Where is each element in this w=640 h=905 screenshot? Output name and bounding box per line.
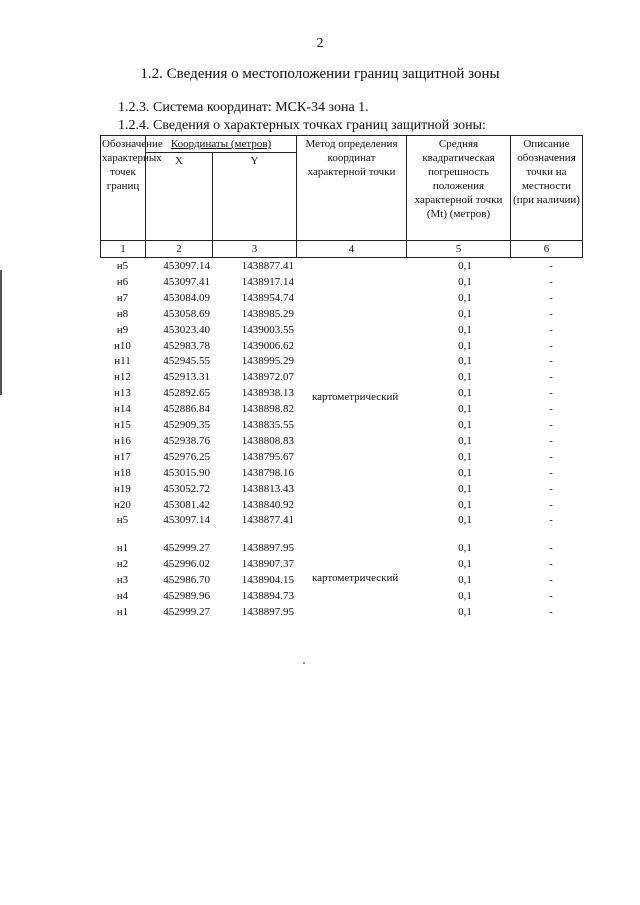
point-id: н19 bbox=[114, 482, 131, 495]
coord-x: 452999.27 bbox=[163, 542, 210, 554]
point-id: н17 bbox=[114, 450, 131, 463]
header-x: X bbox=[146, 153, 213, 241]
table-row bbox=[100, 498, 582, 513]
table-row bbox=[100, 259, 582, 274]
table-row bbox=[100, 370, 582, 385]
point-id: н3 bbox=[116, 573, 129, 586]
coord-x: 453015.90 bbox=[163, 466, 210, 479]
coord-y: 1438897.95 bbox=[241, 605, 294, 618]
accuracy-value: 0,1 bbox=[458, 605, 472, 618]
description-value: - bbox=[549, 514, 553, 527]
coord-x: 452986.70 bbox=[163, 573, 210, 586]
coord-x: 452892.65 bbox=[163, 387, 210, 400]
table-row bbox=[100, 557, 582, 572]
coord-x: 452909.35 bbox=[163, 419, 210, 431]
description-value: - bbox=[549, 589, 553, 602]
point-id: н16 bbox=[114, 434, 131, 447]
description-value: - bbox=[549, 355, 553, 368]
scan-edge-mark bbox=[0, 270, 2, 395]
points-info-line: 1.2.4. Сведения о характерных точках границ защитной зоны: bbox=[118, 118, 486, 133]
coord-y: 1438985.29 bbox=[241, 307, 294, 320]
header-accuracy: Средняя квадратическая погрешность положения характерной точки (Mt) (метров) bbox=[407, 136, 511, 241]
section-title: 1.2. Сведения о местоположении границ защитной зоны bbox=[140, 66, 500, 82]
point-id: н9 bbox=[116, 323, 129, 336]
table-row bbox=[100, 323, 582, 338]
coord-y: 1438795.67 bbox=[241, 450, 294, 463]
table-row bbox=[100, 589, 582, 604]
point-id: н8 bbox=[116, 307, 129, 320]
coord-x: 452996.02 bbox=[163, 557, 210, 570]
accuracy-value: 0,1 bbox=[458, 371, 472, 384]
point-id: н18 bbox=[114, 466, 131, 479]
coord-y: 1438877.41 bbox=[241, 260, 294, 272]
description-value: - bbox=[549, 275, 553, 288]
coord-x: 453097.14 bbox=[163, 514, 210, 527]
coord-x: 452999.27 bbox=[163, 605, 210, 618]
accuracy-value: 0,1 bbox=[458, 419, 472, 431]
description-value: - bbox=[549, 403, 553, 416]
description-value: - bbox=[549, 482, 553, 495]
description-value: - bbox=[549, 291, 553, 304]
accuracy-value: 0,1 bbox=[458, 450, 472, 463]
description-value: - bbox=[549, 434, 553, 447]
header-description: Описание обозначения точки на местности (при наличии) bbox=[511, 136, 583, 241]
point-id: н14 bbox=[114, 403, 131, 416]
table-row bbox=[100, 291, 582, 306]
accuracy-value: 0,1 bbox=[458, 589, 472, 602]
coord-x: 453097.14 bbox=[163, 260, 210, 272]
table-row bbox=[100, 541, 582, 556]
coord-x: 453081.42 bbox=[163, 498, 210, 511]
description-value: - bbox=[549, 466, 553, 479]
header-num-5: 5 bbox=[407, 241, 511, 258]
coord-x: 452989.96 bbox=[163, 589, 210, 602]
point-id: н12 bbox=[114, 371, 131, 384]
coord-y: 1439006.62 bbox=[241, 339, 294, 352]
coord-x: 453058.69 bbox=[163, 307, 210, 320]
point-id: н2 bbox=[116, 557, 129, 570]
method-value-group-1: картометрический bbox=[312, 391, 399, 403]
point-id: н5 bbox=[116, 514, 129, 527]
header-num-1: 1 bbox=[101, 241, 146, 258]
coord-y: 1438798.16 bbox=[241, 466, 294, 479]
header-num-3: 3 bbox=[213, 241, 297, 258]
table-row bbox=[100, 605, 582, 620]
accuracy-value: 0,1 bbox=[458, 323, 472, 336]
coord-x: 452983.78 bbox=[163, 339, 210, 352]
header-y: Y bbox=[213, 153, 297, 241]
header-method: Метод определения координат характерной точки bbox=[297, 136, 407, 241]
header-num-2: 2 bbox=[146, 241, 213, 258]
accuracy-value: 0,1 bbox=[458, 466, 472, 479]
coord-y: 1438835.55 bbox=[241, 419, 294, 431]
point-id: н1 bbox=[116, 542, 129, 554]
accuracy-value: 0,1 bbox=[458, 434, 472, 447]
point-id: н5 bbox=[116, 260, 129, 272]
point-id: н20 bbox=[114, 498, 131, 511]
point-id: н11 bbox=[114, 355, 131, 368]
accuracy-value: 0,1 bbox=[458, 355, 472, 368]
accuracy-value: 0,1 bbox=[458, 339, 472, 352]
table-row bbox=[100, 418, 582, 433]
coord-y: 1438954.74 bbox=[241, 291, 294, 304]
description-value: - bbox=[549, 498, 553, 511]
coord-x: 453097.41 bbox=[163, 275, 210, 288]
coord-x: 452913.31 bbox=[163, 371, 210, 384]
point-id: н1 bbox=[116, 605, 129, 618]
coord-y: 1438898.82 bbox=[241, 403, 294, 416]
point-id: н15 bbox=[114, 419, 131, 431]
description-value: - bbox=[549, 419, 553, 431]
table-row bbox=[100, 482, 582, 497]
header-point-designation: Обозначение характерных точек границ bbox=[101, 136, 146, 241]
coord-y: 1438917.14 bbox=[241, 275, 294, 288]
description-value: - bbox=[549, 387, 553, 400]
accuracy-value: 0,1 bbox=[458, 307, 472, 320]
description-value: - bbox=[549, 573, 553, 586]
point-id: н4 bbox=[116, 589, 129, 602]
coordinate-system-line: 1.2.3. Система координат: МСК-34 зона 1. bbox=[118, 100, 369, 115]
point-id: н13 bbox=[114, 387, 131, 400]
accuracy-value: 0,1 bbox=[458, 482, 472, 495]
table-row bbox=[100, 354, 582, 369]
coord-y: 1438840.92 bbox=[241, 498, 294, 511]
description-value: - bbox=[549, 371, 553, 384]
coord-y: 1438808.83 bbox=[241, 434, 294, 447]
accuracy-value: 0,1 bbox=[458, 403, 472, 416]
coord-y: 1439003.55 bbox=[241, 323, 294, 336]
header-num-4: 4 bbox=[297, 241, 407, 258]
coord-x: 452886.84 bbox=[163, 403, 210, 416]
coord-x: 452938.76 bbox=[163, 434, 210, 447]
coord-y: 1438813.43 bbox=[241, 482, 294, 495]
table-row bbox=[100, 434, 582, 449]
accuracy-value: 0,1 bbox=[458, 291, 472, 304]
description-value: - bbox=[549, 339, 553, 352]
coord-y: 1438897.95 bbox=[241, 542, 294, 554]
coord-y: 1438938.13 bbox=[241, 387, 294, 400]
coord-x: 452976.25 bbox=[163, 450, 210, 463]
accuracy-value: 0,1 bbox=[458, 514, 472, 527]
point-id: н7 bbox=[116, 291, 129, 304]
page-number: 2 bbox=[316, 36, 324, 51]
coord-y: 1438904.15 bbox=[241, 573, 294, 586]
table-row bbox=[100, 402, 582, 417]
table-row bbox=[100, 466, 582, 481]
description-value: - bbox=[549, 450, 553, 463]
table-row bbox=[100, 275, 582, 290]
coord-y: 1438995.29 bbox=[241, 355, 294, 368]
description-value: - bbox=[549, 260, 553, 272]
accuracy-value: 0,1 bbox=[458, 260, 472, 272]
point-id: н6 bbox=[116, 275, 129, 288]
points-table-header bbox=[100, 135, 583, 258]
coord-y: 1438894.73 bbox=[241, 589, 294, 602]
description-value: - bbox=[549, 542, 553, 554]
accuracy-value: 0,1 bbox=[458, 573, 472, 586]
description-value: - bbox=[549, 307, 553, 320]
method-value-group-2: картометрический bbox=[312, 572, 399, 584]
coord-x: 453084.09 bbox=[163, 291, 210, 304]
coord-x: 453023.40 bbox=[163, 323, 210, 336]
coord-y: 1438877.41 bbox=[241, 514, 294, 527]
table-row bbox=[100, 307, 582, 322]
description-value: - bbox=[549, 323, 553, 336]
accuracy-value: 0,1 bbox=[458, 275, 472, 288]
accuracy-value: 0,1 bbox=[458, 542, 472, 554]
accuracy-value: 0,1 bbox=[458, 387, 472, 400]
scan-dot bbox=[303, 662, 305, 664]
accuracy-value: 0,1 bbox=[458, 498, 472, 511]
table-row bbox=[100, 450, 582, 465]
description-value: - bbox=[549, 605, 553, 618]
table-row bbox=[100, 339, 582, 354]
coord-x: 452945.55 bbox=[163, 355, 210, 368]
accuracy-value: 0,1 bbox=[458, 557, 472, 570]
coord-x: 453052.72 bbox=[163, 482, 210, 495]
table-row bbox=[100, 513, 582, 528]
point-id: н10 bbox=[114, 339, 131, 352]
header-coordinates: Координаты (метров) bbox=[146, 136, 297, 153]
header-num-6: 6 bbox=[511, 241, 583, 258]
coord-y: 1438972.07 bbox=[241, 371, 294, 384]
coord-y: 1438907.37 bbox=[241, 557, 294, 570]
description-value: - bbox=[549, 557, 553, 570]
